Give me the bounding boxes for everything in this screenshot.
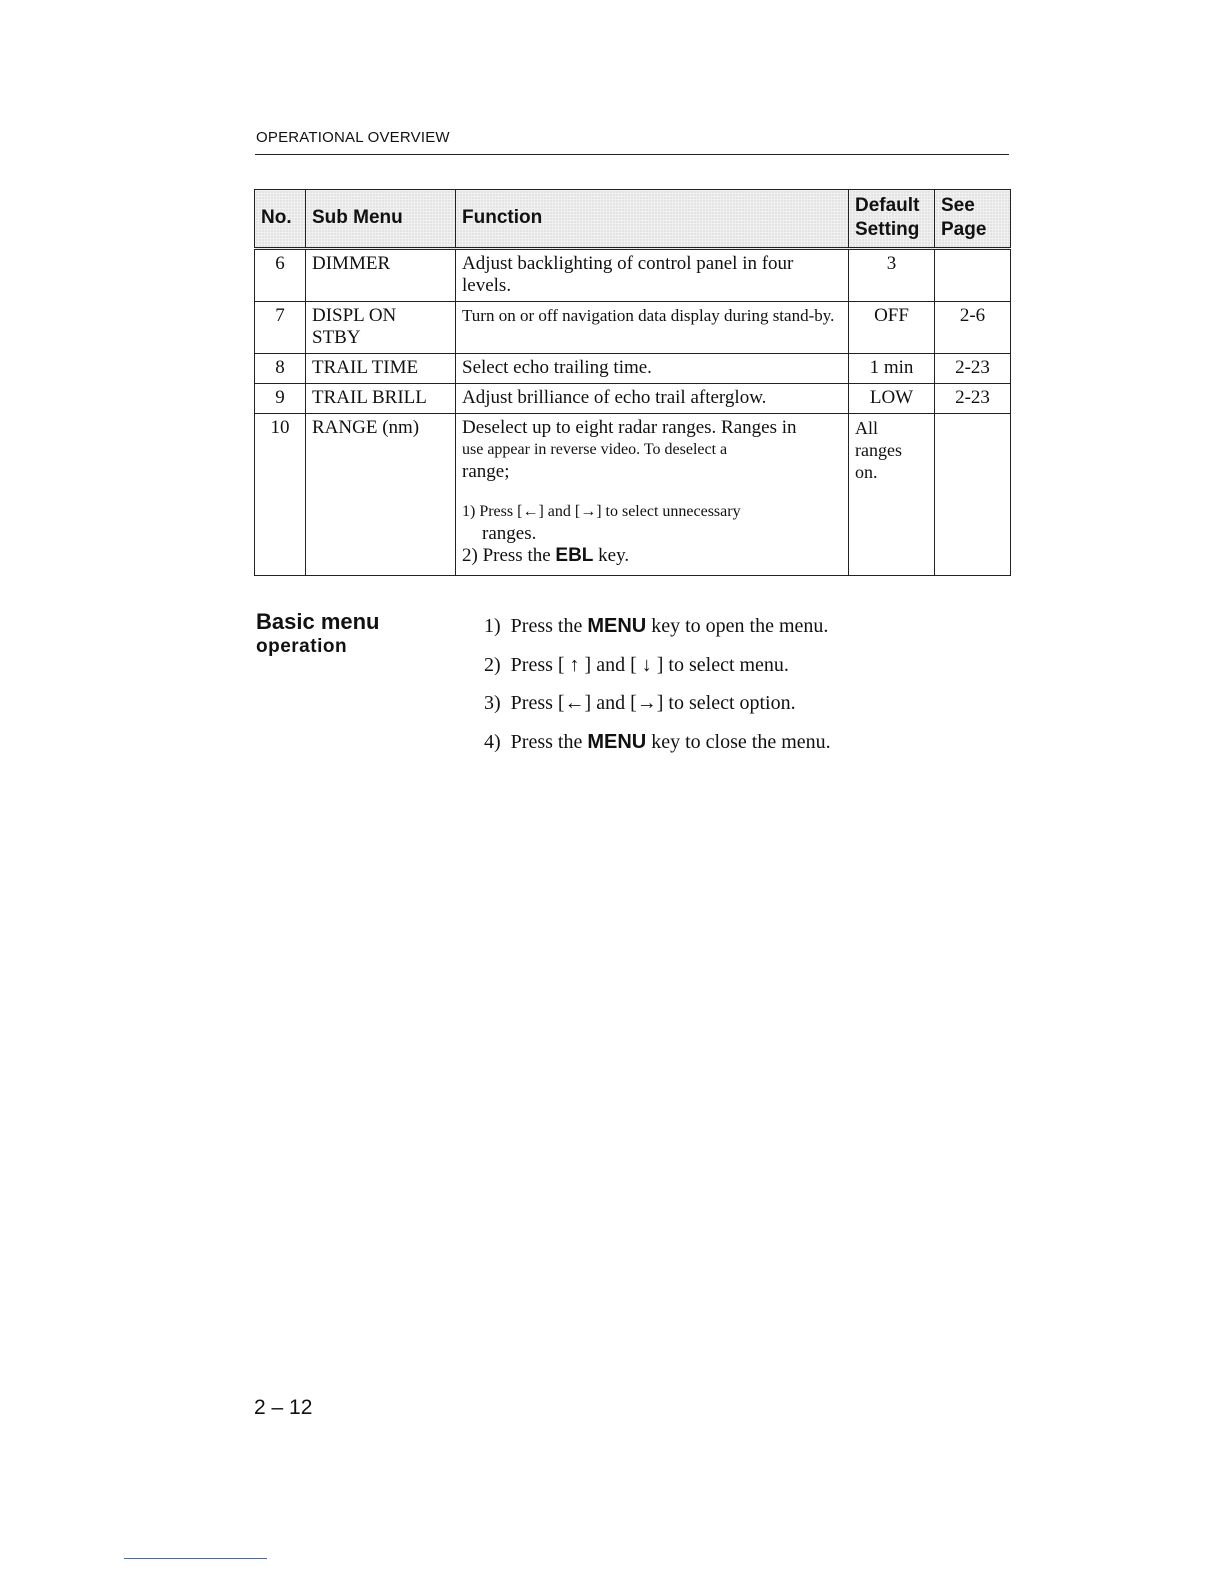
basic-menu-steps [484,613,831,767]
ebl-key-label: EBL [555,545,594,566]
table-header-row [255,190,1011,249]
row-function [456,414,849,576]
row-function: Select echo trailing time. [456,354,849,384]
range-function-intro-2: use appear in reverse video. To deselect a [462,441,728,458]
list-item [484,729,831,768]
row-see-page: 2-6 [935,302,1011,354]
step-2-prefix: 2) Press the [462,545,556,566]
header-rule [255,154,1009,155]
table-row [255,249,1011,302]
row-number: 9 [255,384,306,414]
column-header-sub-menu: Sub Menu [306,190,456,249]
column-header-see-page [935,190,1011,249]
step-text: Press [←] and [→] to select option. [510,692,796,714]
step-suffix: key to open the menu. [646,615,829,637]
row-sub-menu: DIMMER [306,249,456,302]
row-function: Turn on or off navigation data display during stand-by. [456,302,849,354]
row-sub-menu: TRAIL TIME [306,354,456,384]
row-sub-menu: DISPL ON STBY [306,302,456,354]
row-default-setting: 3 [849,249,935,302]
row-sub-menu: TRAIL BRILL [306,384,456,414]
see-header-line2: Page [941,219,987,240]
row-function: Adjust backlighting of control panel in four levels. [456,249,849,302]
column-header-default-setting [849,190,935,249]
row-default-setting: All ranges on. [849,414,935,576]
range-step-1-cont: ranges. [482,523,537,544]
table-row [255,354,1011,384]
row-see-page: 2-23 [935,384,1011,414]
step-prefix: Press the [510,615,588,637]
step-2-suffix: key. [593,545,630,566]
basic-menu-title: Basic menu [256,609,380,634]
menu-key-label: MENU [587,730,647,753]
table-row [255,302,1011,354]
step-number: 2) [484,653,501,676]
row-default-setting: OFF [849,302,935,354]
row-see-page [935,414,1011,576]
sub-menu-table [254,189,1011,576]
list-item [484,652,831,691]
row-default-setting: LOW [849,384,935,414]
range-function-intro-3: range; [462,461,510,482]
range-function-intro: Deselect up to eight radar ranges. Ranges in [462,417,797,438]
row-number: 10 [255,414,306,576]
table-row [255,414,1011,576]
row-sub-menu: RANGE (nm) [306,414,456,576]
list-item [484,613,831,652]
list-item [484,690,831,729]
step-suffix: key to close the menu. [646,730,831,753]
default-header-line2: Setting [855,219,920,240]
row-function: Adjust brilliance of echo trail afterglow. [456,384,849,414]
step-text: Press [ ↑ ] and [ ↓ ] to select menu. [510,653,789,676]
see-header-line1: See [941,195,975,216]
step-prefix: Press the [510,730,588,753]
row-number: 6 [255,249,306,302]
column-header-function: Function [456,190,849,249]
row-number: 8 [255,354,306,384]
page-number: 2 – 12 [254,1396,313,1419]
step-number: 1) [484,615,501,637]
step-number: 4) [484,730,501,753]
row-see-page [935,249,1011,302]
column-header-no: No. [255,190,306,249]
range-step-2 [462,545,842,567]
table-row [255,384,1011,414]
basic-menu-subtitle: operation [256,636,348,657]
section-title: OPERATIONAL OVERVIEW [256,129,450,146]
bottom-edge-mark [124,1558,267,1559]
range-step-1: 1) Press [←] and [→] to select unnecessary [462,503,741,520]
default-header-line1: Default [855,195,920,216]
step-number: 3) [484,692,501,714]
spacer [462,483,842,501]
row-number: 7 [255,302,306,354]
row-default-setting: 1 min [849,354,935,384]
row-see-page: 2-23 [935,354,1011,384]
menu-key-label: MENU [587,615,647,637]
